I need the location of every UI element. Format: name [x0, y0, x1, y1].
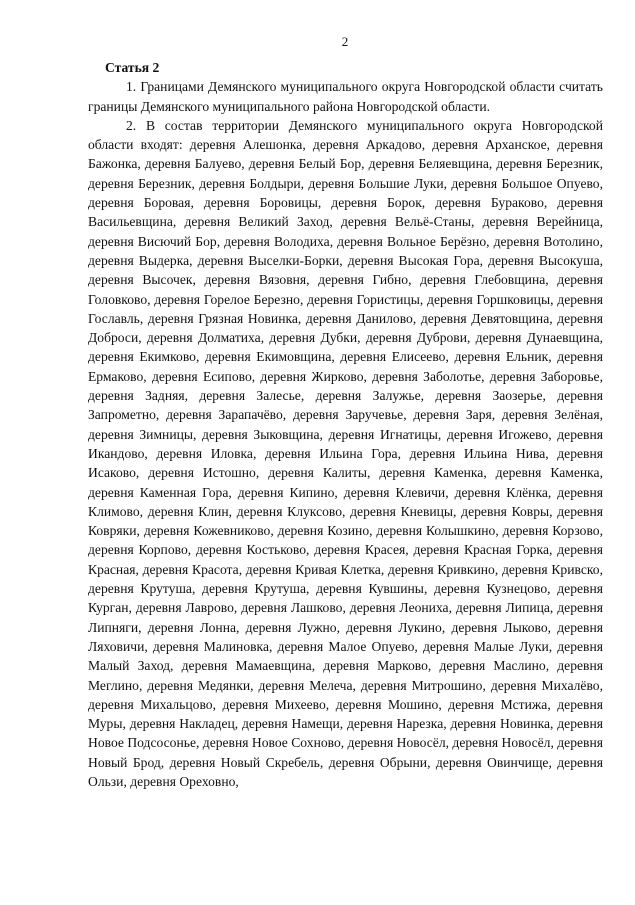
article-title: Статья 2	[105, 60, 160, 75]
paragraph-boundaries: 1. Границами Демянского муниципального округа Новгородской области считать границы Демянского муниципального района Новгородской области.	[88, 79, 603, 114]
paragraph-territory-villages: 2. В состав территории Демянского муниципального округа Новгородской области входят: деревня Алешонка, деревня Аркадово, деревня Арханское, деревня Бажонка, деревня Балуево, деревня Белый Бор, деревня Беляевщина, деревня Березник, деревня Березник, деревня Болдыри, деревня Большие Луки, деревня Большое Опуево, деревня Боровая, деревня Боровицы, деревня Борок, деревня Бураково, деревня Васильевщина, деревня Великий Заход, деревня Вельё-Станы, деревня Верейница, деревня Висючий Бор, деревня Володиха, деревня Вольное Берёзно, деревня Вотолино, деревня Выдерка, деревня Выселки-Борки, деревня Высокая Гора, деревня Высокуша, деревня Высочек, деревня Вязовня, деревня Гибно, деревня Глебовщина, деревня Головково, деревня Горелое Березно, деревня Гористицы, деревня Горшковицы, деревня Гославль, деревня Грязная Новинка, деревня Данилово, деревня Девятовщина, деревня Доброси, деревня Долматиха, деревня Дубки, деревня Дуброви, деревня Дунаевщина, деревня Екимково, деревня Екимовщина, деревня Елисеево, деревня Ельник, деревня Ермаково, деревня Есипово, деревня Жирково, деревня Заболотье, деревня Заборовье, деревня Задняя, деревня Залесье, деревня Залужье, деревня Заозерье, деревня Запрометно, деревня Зарапачёво, деревня Заручевье, деревня Заря, деревня Зелёная, деревня Зимницы, деревня Зыковщина, деревня Игнатицы, деревня Игожево, деревня Икандово, деревня Иловка, деревня Ильина Гора, деревня Ильина Нива, деревня Исаково, деревня Истошно, деревня Калиты, деревня Каменка, деревня Каменка, деревня Каменная Гора, деревня Кипино, деревня Клевичи, деревня Клёнка, деревня Климово, деревня Клин, деревня Клуксово, деревня Кневицы, деревня Ковры, деревня Ковряки, деревня Кожевниково, деревня Козино, деревня Колышкино, деревня Корзово, деревня Корпово, деревня Костьково, деревня Красея, деревня Красная Горка, деревня Красная, деревня Красота, деревня Кривая Клетка, деревня Кривкино, деревня Кривско, деревня Крутуша, деревня Крутуша, деревня Кувшины, деревня Кузнецово, деревня Курган, деревня Лаврово, деревня Лашково, деревня Леониха, деревня Липица, деревня Липняги, деревня Лонна, деревня Лужно, деревня Лукино, деревня Лыково, деревня Ляховичи, деревня Малиновка, деревня Малое Опуево, деревня Малые Луки, деревня Малый Заход, деревня Мамаевщина, деревня Марково, деревня Маслино, деревня Меглино, деревня Медянки, деревня Мелеча, деревня Митрошино, деревня Михалёво, деревня Михальцово, деревня Михеево, деревня Мошино, деревня Мстижа, деревня Муры, деревня Накладец, деревня Намещи, деревня Нарезка, деревня Новинка, деревня Новое Подсосонье, деревня Новое Сохново, деревня Новосёл, деревня Новосёл, деревня Новый Брод, деревня Новый Скребель, деревня Обрыни, деревня Овинчище, деревня Ользи, деревня Ореховно,	[88, 117, 603, 789]
document-body	[88, 58, 603, 791]
page-number: 2	[341, 34, 349, 49]
